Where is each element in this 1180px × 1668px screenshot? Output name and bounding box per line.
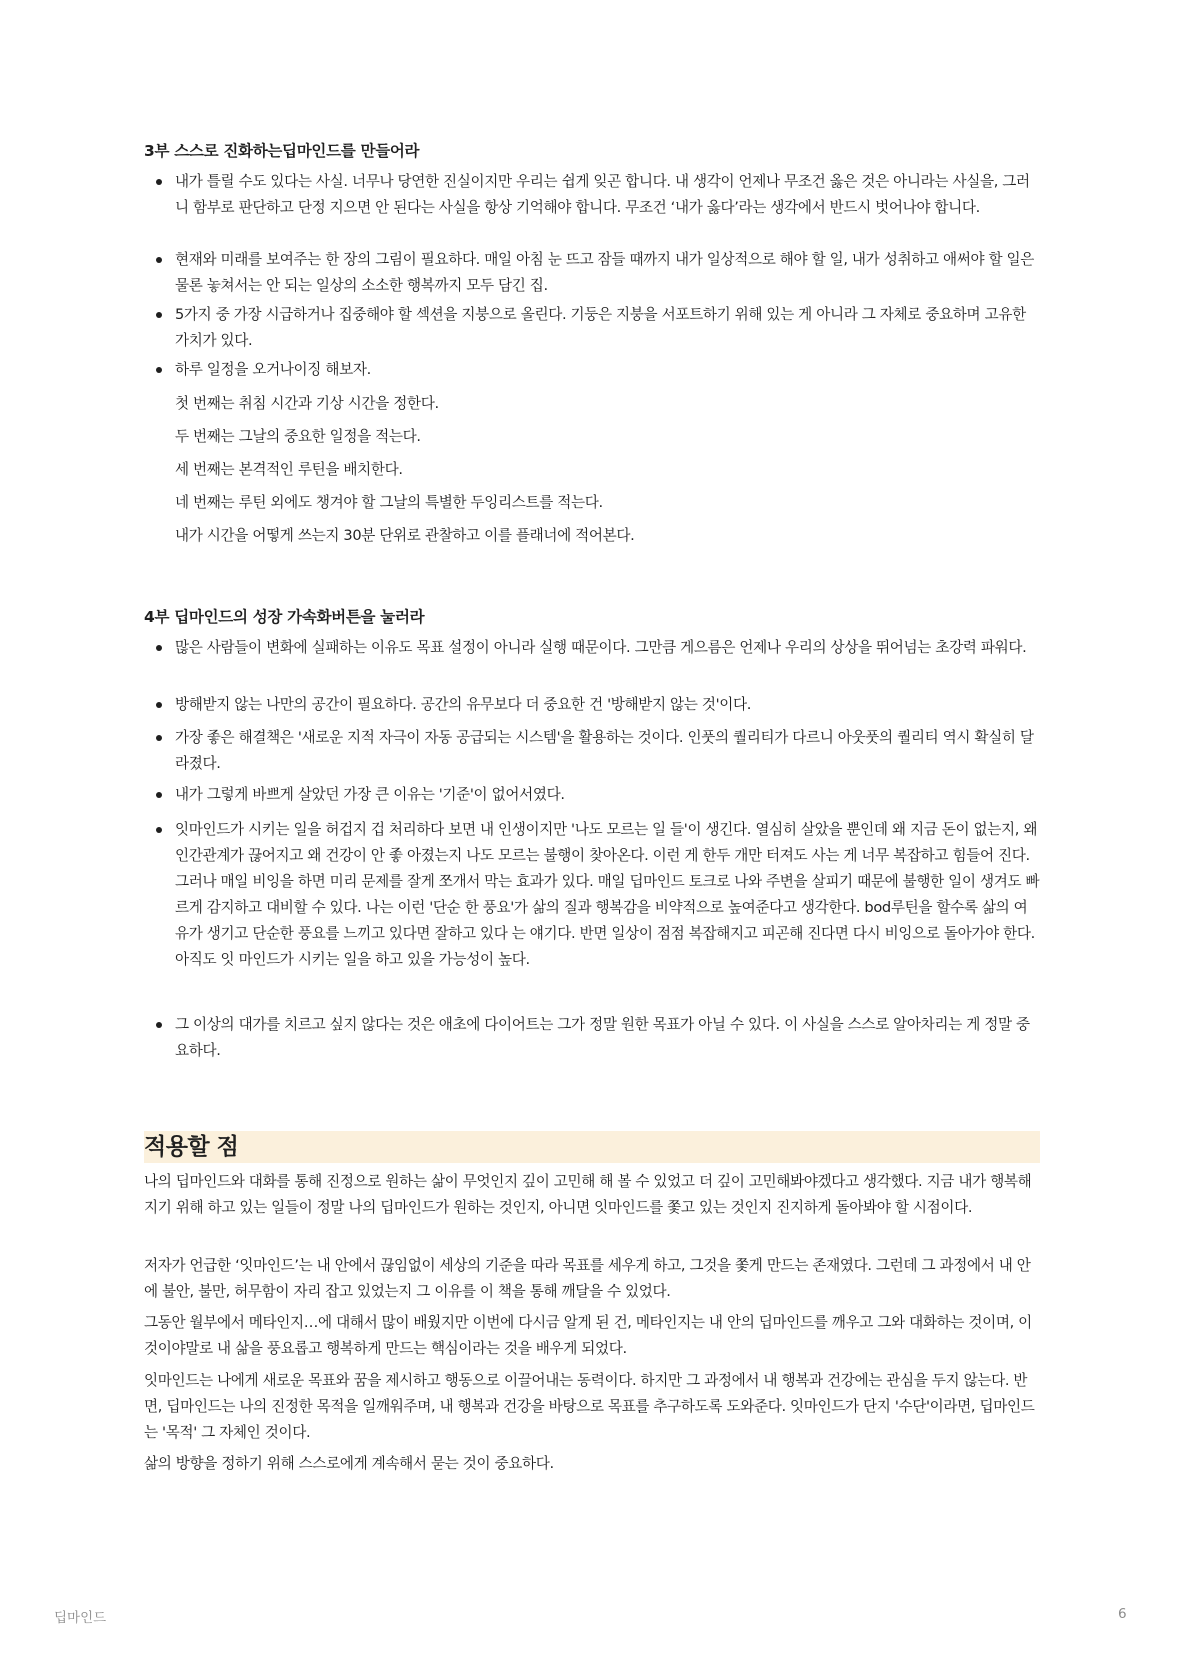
apply-paragraph: 잇마인드는 나에게 새로운 목표와 꿈을 제시하고 행동으로 이끌어내는 동력이다. 하지만 그 과정에서 내 행복과 건강에는 관심을 두지 않는다. 반면, 딥마인드는 나의 진정한 목적을 일깨워주며, 내 행복과 건강을 바탕으로 목표를 추구하도록 도와준다. 잇마인드가 단지 '수단'이라면, 딥마인드는 '목적' 그 자체인 것이다.: [144, 1372, 1035, 1441]
list-item: 하루 일정을 오거나이징 해보자.: [144, 357, 1040, 383]
step-item: 세 번째는 본격적인 루틴을 배치한다.: [175, 461, 403, 478]
apply-heading: 적용할 점: [144, 1131, 1040, 1163]
apply-paragraph: 저자가 언급한 ‘잇마인드’는 내 안에서 끊임없이 세상의 기준을 따라 목표를 세우게 하고, 그것을 쫓게 만드는 존재였다. 그런데 그 과정에서 내 안에 불안, 불만, 허무함이 자리 잡고 있었는지 그 이유를 이 책을 통해 깨달을 수 있었다.: [144, 1257, 1031, 1300]
list-item: 내가 틀릴 수도 있다는 사실. 너무나 당연한 진실이지만 우리는 쉽게 잊곤 합니다. 내 생각이 언제나 무조건 옳은 것은 아니라는 사실을, 그러니 함부로 판단하고 단정 지으면 안 된다는 사실을 항상 기억해야 합니다. 무조건 ‘내가 옳다’라는 생각에서 반드시 벗어나야 합니다.: [144, 169, 1040, 221]
part4-heading: 4부 딥마인드의 성장 가속화버튼을 눌러라: [144, 608, 425, 626]
apply-paragraph: 나의 딥마인드와 대화를 통해 진정으로 원하는 삶이 무엇인지 깊이 고민해 해 볼 수 있었고 더 깊이 고민해봐야겠다고 생각했다. 지금 내가 행복해지기 위해 하고 있는 일들이 정말 나의 딥마인드가 원하는 것인지, 아니면 잇마인드를 쫓고 있는 것인지 진지하게 돌아봐야 할 시점이다.: [144, 1173, 1032, 1216]
footer-title: 딥마인드: [54, 1610, 107, 1626]
list-item: 그 이상의 대가를 치르고 싶지 않다는 것은 애초에 다이어트는 그가 정말 원한 목표가 아닐 수 있다. 이 사실을 스스로 알아차리는 게 정말 중요하다.: [144, 1012, 1040, 1064]
step-item: 두 번째는 그날의 중요한 일정을 적는다.: [175, 428, 421, 445]
list-item: 내가 그렇게 바쁘게 살았던 가장 큰 이유는 '기준'이 없어서였다.: [144, 782, 1040, 808]
step-item: 내가 시간을 어떻게 쓰는지 30분 단위로 관찰하고 이를 플래너에 적어본다.: [175, 527, 635, 544]
step-item: 첫 번째는 취침 시간과 기상 시간을 정한다.: [175, 395, 439, 412]
apply-paragraph: 그동안 월부에서 메타인지…에 대해서 많이 배웠지만 이번에 다시금 알게 된 건, 메타인지는 내 안의 딥마인드를 깨우고 그와 대화하는 것이며, 이것이야말로 내 삶을 풍요롭고 행복하게 만드는 핵심이라는 것을 배우게 되었다.: [144, 1314, 1032, 1357]
list-item: 5가지 중 가장 시급하거나 집중해야 할 섹션을 지붕으로 올린다. 기둥은 지붕을 서포트하기 위해 있는 게 아니라 그 자체로 중요하며 고유한 가치가 있다.: [144, 302, 1040, 354]
list-item: 가장 좋은 해결책은 '새로운 지적 자극이 자동 공급되는 시스템'을 활용하는 것이다. 인풋의 퀄리티가 다르니 아웃풋의 퀄리티 역시 확실히 달라졌다.: [144, 725, 1040, 777]
list-item: 잇마인드가 시키는 일을 허겁지 겁 처리하다 보면 내 인생이지만 '나도 모르는 일 들'이 생긴다. 열심히 살았을 뿐인데 왜 지금 돈이 없는지, 왜 인간관계가 끊어지고 왜 건강이 안 좋 아졌는지 나도 모르는 불행이 찾아온다. 이런 게 한두 개만 터져도 사는 게 너무 복잡하고 힘들어 진다. 그러나 매일 비잉을 하면 미리 문제를 잘게 쪼개서 막는 효과가 있다. 매일 딥마인드 토크로 나와 주변을 살피기 때문에 불행한 일이 생겨도 빠르게 감지하고 대비할 수 있다. 나는 이런 '단순 한 풍요'가 삶의 질과 행복감을 비약적으로 높여준다고 생각한다. bod루틴을 할수록 삶의 여유가 생기고 단순한 풍요를 느끼고 있다면 잘하고 있다 는 얘기다. 반면 일상이 점점 복잡해지고 피곤해 진다면 다시 비잉으로 돌아가야 한다. 아직도 잇 마인드가 시키는 일을 하고 있을 가능성이 높다.: [144, 817, 1040, 973]
list-item: 방해받지 않는 나만의 공간이 필요하다. 공간의 유무보다 더 중요한 건 '방해받지 않는 것'이다.: [144, 692, 1040, 718]
list-item: 많은 사람들이 변화에 실패하는 이유도 목표 설정이 아니라 실행 때문이다. 그만큼 게으름은 언제나 우리의 상상을 뛰어넘는 초강력 파워다.: [144, 635, 1040, 661]
apply-paragraph: 삶의 방향을 정하기 위해 스스로에게 계속해서 묻는 것이 중요하다.: [144, 1455, 554, 1472]
list-item: 현재와 미래를 보여주는 한 장의 그림이 필요하다. 매일 아침 눈 뜨고 잠들 때까지 내가 일상적으로 해야 할 일, 내가 성취하고 애써야 할 일은 물론 놓쳐서는 안 되는 일상의 소소한 행복까지 모두 담긴 집.: [144, 247, 1040, 299]
page-number: 6: [1118, 1606, 1127, 1622]
part3-heading: 3부 스스로 진화하는딥마인드를 만들어라: [144, 142, 420, 160]
step-item: 네 번째는 루틴 외에도 챙겨야 할 그날의 특별한 두잉리스트를 적는다.: [175, 494, 603, 511]
